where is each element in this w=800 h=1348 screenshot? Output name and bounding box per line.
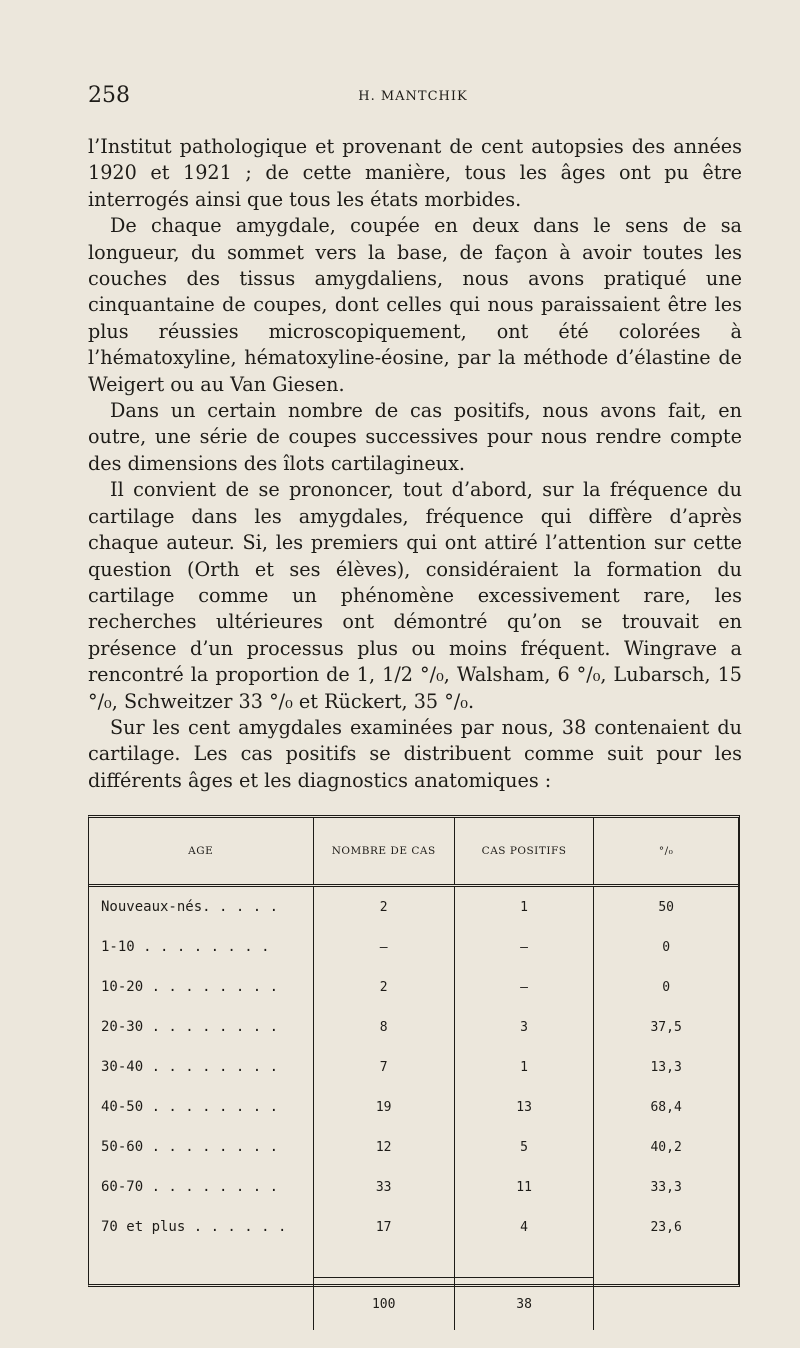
age-cell: 20-30 . . . . . . . .	[89, 1007, 313, 1047]
paragraph: De chaque amygdale, coupée en deux dans le sens de sa longueur, du sommet vers la base, de façon à avoir toutes les couches des tissus amygdaliens, nous avons pratiqué une cinquantaine de coupes, dont celles qui nous paraissaient être les plus réussies microscopiquement, ont été colorées à l’hématoxyline, hématoxyline-éosine, par la méthode d’élastine de Weigert ou au Van Giesen.	[88, 214, 742, 396]
body-text	[88, 134, 742, 794]
cases-cell: 8	[313, 1007, 454, 1047]
cases-cell: 2	[313, 967, 454, 1007]
total-positive-cell: 38	[454, 1278, 593, 1331]
age-cell: 1-10 . . . . . . . .	[89, 927, 313, 967]
header-cases: NOMBRE DE CAS	[313, 818, 454, 886]
positive-cell: 4	[454, 1207, 593, 1247]
positive-cell: —	[454, 967, 593, 1007]
percent-cell: 68,4	[650, 1099, 682, 1115]
table-row	[89, 1007, 738, 1047]
table-row	[89, 967, 738, 1007]
cases-cell: 2	[313, 886, 454, 928]
page-header	[88, 83, 738, 113]
table-row	[89, 1047, 738, 1087]
cases-cell: 33	[313, 1167, 454, 1207]
percent-cell: 0	[662, 939, 671, 955]
positive-cell: 11	[454, 1167, 593, 1207]
total-cases-cell: 100	[313, 1278, 454, 1331]
age-cell: 50-60 . . . . . . . .	[89, 1127, 313, 1167]
running-head: H. MANTCHIK	[358, 89, 468, 104]
positive-cell: 13	[454, 1087, 593, 1127]
age-cell: 70 et plus . . . . . .	[89, 1207, 313, 1247]
positive-cell: 3	[454, 1007, 593, 1047]
table-row	[89, 1167, 738, 1207]
percent-cell: 33,3	[650, 1179, 682, 1195]
age-cell: 60-70 . . . . . . . .	[89, 1167, 313, 1207]
positive-cell: 5	[454, 1127, 593, 1167]
percent-cell: 23,6	[650, 1219, 682, 1235]
paragraph: Dans un certain nombre de cas positifs, nous avons fait, en outre, une série de coupes successives pour nous rendre compte des dimensions des îlots cartilagineux.	[88, 399, 742, 475]
page-number: 258	[88, 83, 130, 108]
positive-cell: 1	[454, 886, 593, 928]
percent-cell: 13,3	[650, 1059, 682, 1075]
table-row	[89, 927, 738, 967]
header-percent: °/₀	[594, 818, 738, 886]
percent-cell: 37,5	[650, 1019, 682, 1035]
positive-cell: —	[454, 927, 593, 967]
percent-cell: 50	[658, 899, 674, 915]
age-cell: Nouveaux-nés. . . . .	[89, 886, 313, 928]
positive-cell: 1	[454, 1047, 593, 1087]
age-distribution-table	[88, 815, 740, 1312]
table-header-row	[89, 818, 738, 886]
cases-cell: 17	[313, 1207, 454, 1247]
paragraph: Il convient de se prononcer, tout d’abord, sur la fréquence du cartilage dans les amygdales, fréquence qui diffère d’après chaque auteur. Si, les premiers qui ont attiré l’attention sur cette question (Orth et ses élèves), considéraient la formation du cartilage comme un phénomène excessivement rare, les recherches ultérieures ont démontré qu’on se trouvait en présence d’un processus plus ou moins fréquent. Wingrave a rencontré la proportion de 1, 1/2 °/₀, Walsham, 6 °/₀, Lubarsch, 15 °/₀, Schweitzer 33 °/₀ et Rückert, 35 °/₀.	[88, 478, 742, 713]
cases-cell: 12	[313, 1127, 454, 1167]
age-cell: 30-40 . . . . . . . .	[89, 1047, 313, 1087]
totals-row	[89, 1278, 738, 1331]
cases-cell: 19	[313, 1087, 454, 1127]
paragraph: Sur les cent amygdales examinées par nous, 38 contenaient du cartilage. Les cas positifs se distribuent comme suit pour les différents âges et les diagnostics anatomiques :	[88, 715, 742, 792]
age-cell: 10-20 . . . . . . . .	[89, 967, 313, 1007]
table-row	[89, 1207, 738, 1247]
table-row	[89, 886, 738, 928]
percent-cell: 0	[662, 979, 671, 995]
header-age: AGE	[89, 818, 313, 886]
age-cell: 40-50 . . . . . . . .	[89, 1087, 313, 1127]
cases-cell: 7	[313, 1047, 454, 1087]
header-positive: CAS POSITIFS	[454, 818, 593, 886]
paragraph: l’Institut pathologique et provenant de cent autopsies des années 1920 et 1921 ; de cette manière, tous les âges ont pu être interrogés ainsi que tous les états morbides.	[88, 135, 742, 211]
table-row	[89, 1127, 738, 1167]
percent-cell: 40,2	[650, 1139, 682, 1155]
spacer-row	[89, 1247, 738, 1278]
cases-cell: —	[313, 927, 454, 967]
table-row	[89, 1087, 738, 1127]
